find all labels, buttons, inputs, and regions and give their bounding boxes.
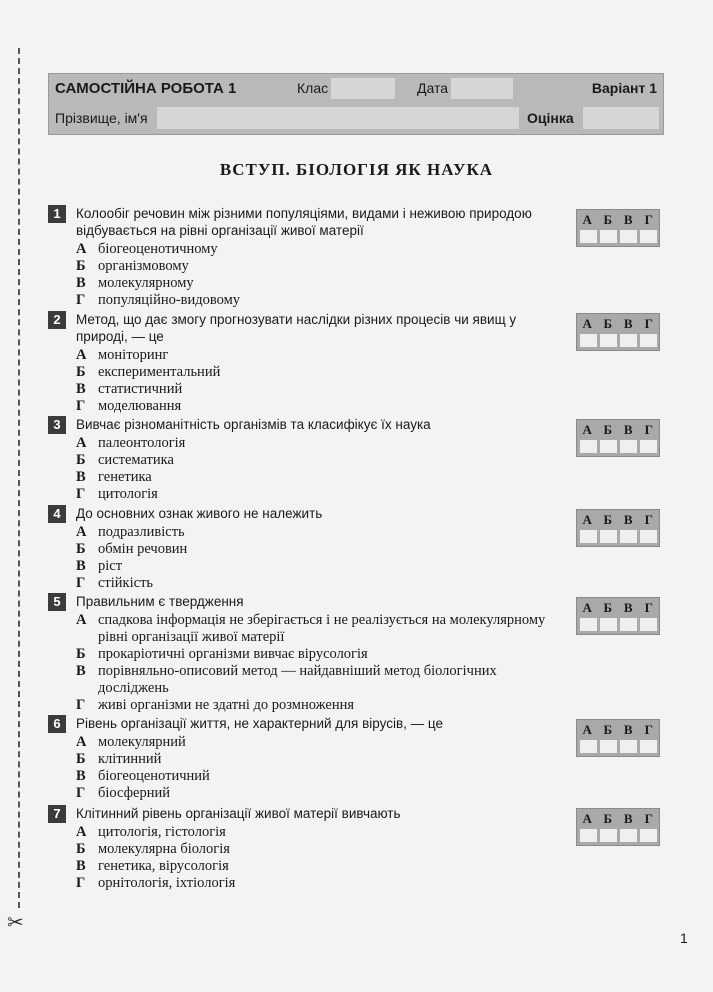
question-number: 7 xyxy=(48,805,66,823)
answer-letters xyxy=(577,811,659,827)
question-number: 1 xyxy=(48,205,66,223)
answer-letters xyxy=(577,600,659,616)
answer-letter: Г xyxy=(644,512,653,527)
question-number: 3 xyxy=(48,416,66,434)
header-box xyxy=(48,73,664,135)
option-text: біосферний xyxy=(98,785,170,801)
answer-cell[interactable] xyxy=(580,334,597,347)
option-text: клітинний xyxy=(98,751,162,767)
answer-letter: А xyxy=(582,512,592,527)
option-text: палеонтологія xyxy=(98,435,186,451)
option-3 xyxy=(76,858,556,875)
answer-grid xyxy=(576,719,660,757)
option-4 xyxy=(76,292,556,309)
option-text: цитологія, гістологія xyxy=(98,824,226,840)
answer-letter: А xyxy=(582,811,592,826)
answer-cell[interactable] xyxy=(600,740,617,753)
answer-cell[interactable] xyxy=(620,829,637,842)
answer-cell[interactable] xyxy=(580,618,597,631)
answer-letter: В xyxy=(623,212,633,227)
answer-cell[interactable] xyxy=(640,230,657,243)
option-text: спадкова інформація не зберігається і не реалізується на молекулярному рівні організації живої матерії xyxy=(98,612,546,645)
option-1 xyxy=(76,524,556,541)
answer-letters xyxy=(577,212,659,228)
option-3 xyxy=(76,469,556,486)
grade-field[interactable] xyxy=(583,107,659,129)
option-text: прокаріотичні організми вивчає вірусологія xyxy=(98,646,368,662)
option-text: генетика xyxy=(98,469,152,485)
option-letter: Б xyxy=(76,841,86,857)
option-letter: В xyxy=(76,558,86,574)
answer-letter: Б xyxy=(603,212,613,227)
option-letter: А xyxy=(76,734,87,750)
options-list xyxy=(76,435,556,503)
option-4 xyxy=(76,486,556,503)
option-3 xyxy=(76,768,556,785)
option-letter: Г xyxy=(76,785,86,801)
answer-cells xyxy=(580,618,657,631)
option-2 xyxy=(76,841,556,858)
answer-letter: В xyxy=(623,316,633,331)
option-letter: Б xyxy=(76,646,86,662)
option-letter: Б xyxy=(76,258,86,274)
option-letter: Б xyxy=(76,452,86,468)
option-3 xyxy=(76,381,556,398)
question-text: Колообіг речовин між різними популяціями, видами і неживою природою відбувається на рівні організації живої матерії xyxy=(76,206,532,238)
options-list xyxy=(76,612,556,714)
option-2 xyxy=(76,364,556,381)
answer-letter: А xyxy=(582,422,592,437)
answer-letter: Г xyxy=(644,212,653,227)
option-text: молекулярний xyxy=(98,734,186,750)
option-text: цитологія xyxy=(98,486,158,502)
option-1 xyxy=(76,734,556,751)
question-number: 6 xyxy=(48,715,66,733)
option-letter: В xyxy=(76,768,86,784)
options-list xyxy=(76,347,556,415)
option-letter: А xyxy=(76,824,87,840)
answer-cells xyxy=(580,334,657,347)
option-letter: Г xyxy=(76,398,86,414)
option-letter: Б xyxy=(76,364,86,380)
answer-cell[interactable] xyxy=(600,618,617,631)
page-title: ВСТУП. БІОЛОГІЯ ЯК НАУКА xyxy=(219,160,494,179)
answer-grid xyxy=(576,419,660,457)
option-2 xyxy=(76,646,556,663)
option-text: обмін речовин xyxy=(98,541,188,557)
options-list xyxy=(76,524,556,592)
question-text: Рівень організації життя, не характерний для вірусів, — це xyxy=(76,716,443,731)
date-field[interactable] xyxy=(451,78,513,99)
option-2 xyxy=(76,258,556,275)
question-text: До основних ознак живого не належить xyxy=(76,506,323,521)
answer-cell[interactable] xyxy=(600,829,617,842)
answer-cell[interactable] xyxy=(620,334,637,347)
answer-cell[interactable] xyxy=(600,440,617,453)
option-4 xyxy=(76,785,556,802)
option-4 xyxy=(76,697,556,714)
option-letter: А xyxy=(76,435,87,451)
option-letter: Г xyxy=(76,486,86,502)
option-4 xyxy=(76,875,556,892)
answer-cell[interactable] xyxy=(580,440,597,453)
answer-letters xyxy=(577,722,659,738)
option-letter: А xyxy=(76,347,87,363)
answer-cell[interactable] xyxy=(580,740,597,753)
question-number: 2 xyxy=(48,311,66,329)
answer-letter: В xyxy=(623,422,633,437)
answer-letter: Г xyxy=(644,600,653,615)
answer-grid xyxy=(576,209,660,247)
answer-cells xyxy=(580,829,657,842)
answer-grid xyxy=(576,313,660,351)
question-text: Правильним є твердження xyxy=(76,594,244,609)
answer-cells xyxy=(580,230,657,243)
option-text: систематика xyxy=(98,452,174,468)
options-list xyxy=(76,734,556,802)
option-text: живі організми не здатні до розмноження xyxy=(98,697,355,713)
answer-cell[interactable] xyxy=(640,530,657,543)
option-text: подразливість xyxy=(98,524,185,540)
answer-letter: В xyxy=(623,811,633,826)
answer-cell[interactable] xyxy=(640,829,657,842)
option-letter: А xyxy=(76,612,87,628)
option-letter: Г xyxy=(76,292,86,308)
answer-cell[interactable] xyxy=(620,230,637,243)
option-2 xyxy=(76,541,556,558)
date-label: Дата xyxy=(417,80,449,96)
name-field[interactable] xyxy=(157,107,519,129)
option-text: стійкість xyxy=(98,575,154,591)
answer-letter: Г xyxy=(644,722,653,737)
option-text: біогеоценотичний xyxy=(98,768,210,784)
option-letter: В xyxy=(76,663,86,679)
option-letter: Б xyxy=(76,541,86,557)
answer-cell[interactable] xyxy=(640,334,657,347)
question-text: Метод, що дає змогу прогнозувати наслідки різних процесів чи явищ у природі, — це xyxy=(76,312,517,344)
option-text: статистичний xyxy=(98,381,183,397)
option-4 xyxy=(76,575,556,592)
answer-letter: В xyxy=(623,600,633,615)
answer-letter: Б xyxy=(603,316,613,331)
answer-grid xyxy=(576,808,660,846)
answer-letters xyxy=(577,316,659,332)
option-letter: В xyxy=(76,275,86,291)
answer-letters xyxy=(577,512,659,528)
option-letter: В xyxy=(76,469,86,485)
option-text: генетика, вірусологія xyxy=(98,858,229,874)
option-1 xyxy=(76,347,556,364)
question-text: Вивчає різноманітність організмів та класифікує їх наука xyxy=(76,417,431,432)
answer-letter: Б xyxy=(603,600,613,615)
class-label: Клас xyxy=(297,80,329,96)
option-text: орнітологія, іхтіологія xyxy=(98,875,236,891)
option-letter: А xyxy=(76,241,87,257)
class-field[interactable] xyxy=(331,78,395,99)
answer-cell[interactable] xyxy=(600,334,617,347)
answer-cell[interactable] xyxy=(600,530,617,543)
answer-letter: Г xyxy=(644,316,653,331)
answer-letter: А xyxy=(582,212,592,227)
option-text: організмовому xyxy=(98,258,189,274)
option-3 xyxy=(76,558,556,575)
option-3 xyxy=(76,663,556,697)
answer-cell[interactable] xyxy=(640,740,657,753)
answer-letter: В xyxy=(623,512,633,527)
answer-grid xyxy=(576,597,660,635)
answer-letter: Б xyxy=(603,422,613,437)
option-1 xyxy=(76,612,556,646)
answer-cell[interactable] xyxy=(620,530,637,543)
answer-letter: Б xyxy=(603,811,613,826)
variant-label: Варіант 1 xyxy=(591,80,657,96)
answer-letter: Г xyxy=(644,422,653,437)
option-text: моделювання xyxy=(98,398,182,414)
answer-cell[interactable] xyxy=(640,440,657,453)
option-1 xyxy=(76,435,556,452)
options-list xyxy=(76,824,556,892)
answer-letter: В xyxy=(623,722,633,737)
option-letter: А xyxy=(76,524,87,540)
answer-cells xyxy=(580,440,657,453)
answer-letter: Г xyxy=(644,811,653,826)
work-title: САМОСТІЙНА РОБОТА 1 xyxy=(55,80,237,97)
option-text: ріст xyxy=(98,558,123,574)
answer-grid xyxy=(576,509,660,547)
option-text: моніторинг xyxy=(98,347,169,363)
option-2 xyxy=(76,751,556,768)
page-number: 1 xyxy=(680,930,688,946)
answer-cells xyxy=(580,530,657,543)
option-letter: Г xyxy=(76,697,86,713)
answer-cells xyxy=(580,740,657,753)
option-text: біогеоценотичному xyxy=(98,241,218,257)
option-text: молекулярному xyxy=(98,275,194,291)
option-3 xyxy=(76,275,556,292)
answer-cell[interactable] xyxy=(640,618,657,631)
option-letter: Б xyxy=(76,751,86,767)
answer-letter: Б xyxy=(603,722,613,737)
question-number: 4 xyxy=(48,505,66,523)
option-text: популяційно-видовому xyxy=(98,292,241,308)
answer-cell[interactable] xyxy=(580,230,597,243)
answer-letter: А xyxy=(582,316,592,331)
option-text: порівняльно-описовий метод — найдавніший метод біологічних досліджень xyxy=(98,663,497,696)
answer-cell[interactable] xyxy=(620,440,637,453)
name-label: Прізвище, ім'я xyxy=(55,110,148,126)
option-letter: В xyxy=(76,858,86,874)
question-number: 5 xyxy=(48,593,66,611)
answer-letter: Б xyxy=(603,512,613,527)
answer-letters xyxy=(577,422,659,438)
option-2 xyxy=(76,452,556,469)
option-letter: Г xyxy=(76,875,86,891)
option-letter: Г xyxy=(76,575,86,591)
option-1 xyxy=(76,824,556,841)
option-letter: В xyxy=(76,381,86,397)
answer-cell[interactable] xyxy=(580,530,597,543)
options-list xyxy=(76,241,556,309)
answer-cell[interactable] xyxy=(600,230,617,243)
question-text: Клітинний рівень організації живої матерії вивчають xyxy=(76,806,401,821)
answer-cell[interactable] xyxy=(620,740,637,753)
option-text: експериментальний xyxy=(98,364,221,380)
answer-letter: А xyxy=(582,722,592,737)
answer-letter: А xyxy=(582,600,592,615)
answer-cell[interactable] xyxy=(620,618,637,631)
option-text: молекулярна біологія xyxy=(98,841,230,857)
grade-label: Оцінка xyxy=(527,110,574,126)
option-4 xyxy=(76,398,556,415)
scissors-icon: ✂ xyxy=(7,912,24,934)
option-1 xyxy=(76,241,556,258)
answer-cell[interactable] xyxy=(580,829,597,842)
